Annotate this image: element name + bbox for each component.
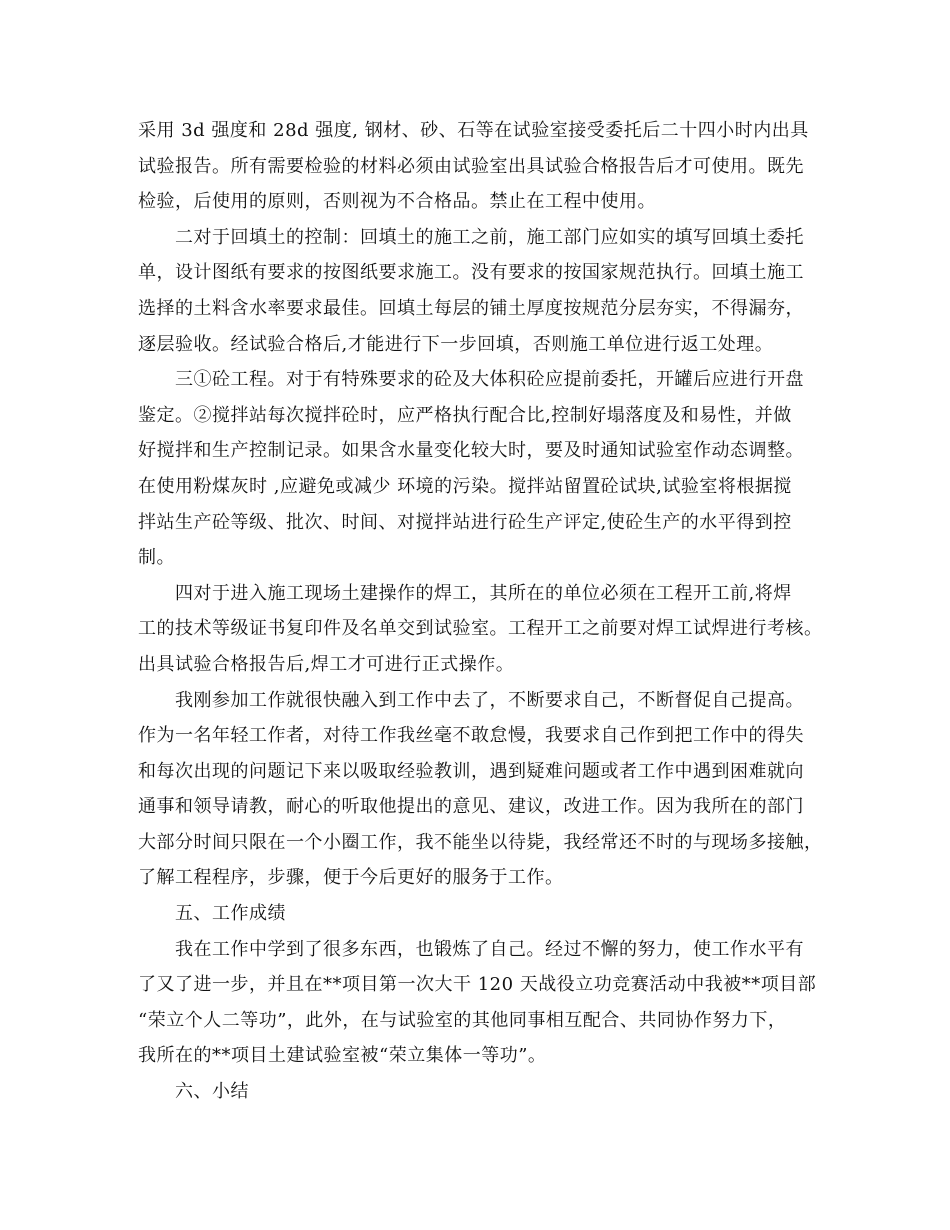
paragraph-first-line: 四对于进入施工现场土建操作的焊工，其所在的单位必须在工程开工前,将焊 [175,582,792,604]
paragraph-line: 我所在的**项目土建试验室被“荣立集体一等功”。 [138,1045,547,1067]
paragraph-line: 了又了进一步，并且在**项目第一次大干 120 天战役立功竞赛活动中我被**项目部 [138,974,817,996]
paragraph-line: 鉴定。②搅拌站每次搅拌砼时，应严格执行配合比,控制好塌落度及和易性，并做 [138,404,792,426]
paragraph-line: 了解工程程序，步骤，便于今后更好的服务于工作。 [138,867,564,889]
paragraph-line: 好搅拌和生产控制记录。如果含水量变化较大时，要及时通知试验室作动态调整。 [138,440,804,462]
paragraph-line: “荣立个人二等功”，此外，在与试验室的其他同事相互配合、共同协作努力下， [138,1009,787,1031]
paragraph-first-line: 三①砼工程。对于有特殊要求的砼及大体积砼应提前委托，开罐后应进行开盘 [175,369,804,391]
paragraph-line: 拌站生产砼等级、批次、时间、对搅拌站进行砼生产评定,使砼生产的水平得到控 [138,511,792,533]
paragraph-line: 选择的土料含水率要求最佳。回填土每层的铺土厚度按规范分层夯实，不得漏夯， [138,297,804,319]
paragraph-line: 通事和领导请教，耐心的听取他提出的意见、建议，改进工作。因为我所在的部门 [138,796,804,818]
paragraph-line: 采用 3d 强度和 28d 强度, 钢材、砂、石等在试验室接受委托后二十四小时内出具 [138,120,809,141]
paragraph-first-line: 我刚参加工作就很快融入到工作中去了，不断要求自己，不断督促自己提高。 [175,689,804,711]
paragraph-line: 在使用粉煤灰时 ,应避免或减少 环境的污染。搅拌站留置砼试块,试验室将根据搅 [138,475,792,497]
paragraph-line: 单，设计图纸有要求的按图纸要求施工。没有要求的按国家规范执行。回填土施工 [138,262,804,284]
paragraph-line: 工的技术等级证书复印件及名单交到试验室。工程开工之前要对焊工试焊进行考核。 [138,618,823,640]
paragraph-line: 作为一名年轻工作者，对待工作我丝毫不敢怠慢，我要求自己作到把工作中的得失 [138,725,804,747]
paragraph-first-line: 我在工作中学到了很多东西，也锻炼了自己。经过不懈的努力，使工作水平有 [175,938,804,960]
paragraph-line: 制。 [138,547,175,569]
paragraph-line: 检验，后使用的原则，否则视为不合格品。禁止在工程中使用。 [138,191,656,213]
paragraph-line: 逐层验收。经试验合格后,才能进行下一步回填，否则施工单位进行返工处理。 [138,333,774,355]
paragraph-line: 试验报告。所有需要检验的材料必须由试验室出具试验合格报告后才可使用。既先 [138,155,804,177]
document-body [138,113,828,1110]
paragraph-line: 出具试验合格报告后,焊工才可进行正式操作。 [138,653,515,675]
paragraph-line: 大部分时间只限在一个小圈工作，我不能坐以待毙，我经常还不时的与现场多接触， [138,831,823,853]
paragraph-first-line: 二对于回填土的控制：回填土的施工之前，施工部门应如实的填写回填土委托 [175,226,804,248]
paragraph-first-line: 五、工作成绩 [175,903,286,925]
paragraph-first-line: 六、小结 [175,1081,249,1103]
paragraph-line: 和每次出现的问题记下来以吸取经验教训，遇到疑难问题或者工作中遇到困难就向 [138,760,804,782]
